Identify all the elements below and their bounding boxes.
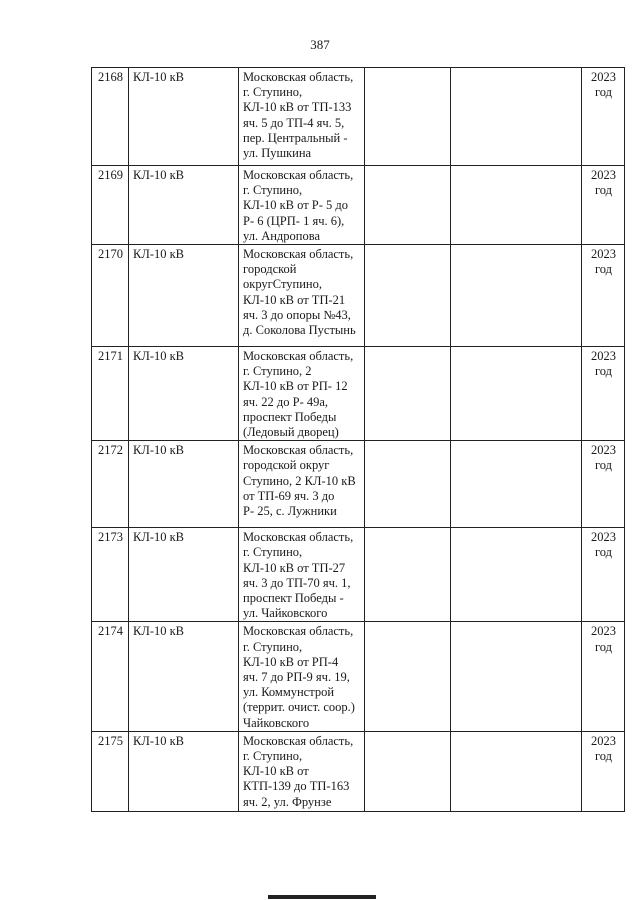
object-type-cell: КЛ-10 кВ — [129, 528, 239, 622]
registry-table — [91, 67, 625, 812]
table-row — [92, 528, 625, 622]
empty-cell-2 — [451, 245, 582, 347]
address-cell: Московская область, г. Ступино, 2 КЛ-10 кВ от РП- 12 яч. 22 до Р- 49а, проспект Победы (Ледовый дворец) — [239, 347, 365, 441]
year-cell: 2023 год — [582, 731, 625, 811]
year-cell: 2023 год — [582, 347, 625, 441]
address-cell: Московская область, городской округСтупино, КЛ-10 кВ от ТП-21 яч. 3 до опоры №43, д. Соколова Пустынь — [239, 245, 365, 347]
empty-cell-1 — [365, 622, 451, 731]
year-cell: 2023 год — [582, 245, 625, 347]
year-cell: 2023 год — [582, 68, 625, 166]
address-cell: Московская область, городской округ Ступино, 2 КЛ-10 кВ от ТП-69 яч. 3 до Р- 25, с. Лужники — [239, 441, 365, 528]
address-cell: Московская область, г. Ступино, КЛ-10 кВ от РП-4 яч. 7 до РП-9 яч. 19, ул. Коммунстрой (террит. очист. соор.) Чайковского — [239, 622, 365, 731]
object-type-cell: КЛ-10 кВ — [129, 731, 239, 811]
empty-cell-2 — [451, 166, 582, 245]
row-number-cell: 2172 — [92, 441, 129, 528]
table-row — [92, 166, 625, 245]
empty-cell-2 — [451, 622, 582, 731]
address-cell: Московская область, г. Ступино, КЛ-10 кВ от КТП-139 до ТП-163 яч. 2, ул. Фрунзе — [239, 731, 365, 811]
empty-cell-1 — [365, 441, 451, 528]
empty-cell-1 — [365, 528, 451, 622]
year-cell: 2023 год — [582, 441, 625, 528]
address-cell: Московская область, г. Ступино, КЛ-10 кВ от ТП-133 яч. 5 до ТП-4 яч. 5, пер. Центральный - ул. Пушкина — [239, 68, 365, 166]
table-row — [92, 68, 625, 166]
row-number-cell: 2168 — [92, 68, 129, 166]
table-row — [92, 622, 625, 731]
row-number-cell: 2175 — [92, 731, 129, 811]
empty-cell-2 — [451, 441, 582, 528]
object-type-cell: КЛ-10 кВ — [129, 68, 239, 166]
empty-cell-2 — [451, 347, 582, 441]
row-number-cell: 2171 — [92, 347, 129, 441]
row-number-cell: 2170 — [92, 245, 129, 347]
address-cell: Московская область, г. Ступино, КЛ-10 кВ от ТП-27 яч. 3 до ТП-70 яч. 1, проспект Победы - ул. Чайковского — [239, 528, 365, 622]
scan-edge-mark — [268, 895, 376, 899]
address-cell: Московская область, г. Ступино, КЛ-10 кВ от Р- 5 до Р- 6 (ЦРП- 1 яч. 6), ул. Андропова — [239, 166, 365, 245]
empty-cell-2 — [451, 731, 582, 811]
table-row — [92, 245, 625, 347]
object-type-cell: КЛ-10 кВ — [129, 245, 239, 347]
year-cell: 2023 год — [582, 528, 625, 622]
table-row — [92, 441, 625, 528]
object-type-cell: КЛ-10 кВ — [129, 622, 239, 731]
row-number-cell: 2173 — [92, 528, 129, 622]
empty-cell-1 — [365, 731, 451, 811]
page-number: 387 — [310, 37, 330, 52]
empty-cell-1 — [365, 166, 451, 245]
year-cell: 2023 год — [582, 166, 625, 245]
year-cell: 2023 год — [582, 622, 625, 731]
object-type-cell: КЛ-10 кВ — [129, 166, 239, 245]
empty-cell-2 — [451, 68, 582, 166]
table-row — [92, 347, 625, 441]
object-type-cell: КЛ-10 кВ — [129, 347, 239, 441]
empty-cell-2 — [451, 528, 582, 622]
empty-cell-1 — [365, 245, 451, 347]
row-number-cell: 2174 — [92, 622, 129, 731]
empty-cell-1 — [365, 347, 451, 441]
empty-cell-1 — [365, 68, 451, 166]
table-row — [92, 731, 625, 811]
object-type-cell: КЛ-10 кВ — [129, 441, 239, 528]
row-number-cell: 2169 — [92, 166, 129, 245]
